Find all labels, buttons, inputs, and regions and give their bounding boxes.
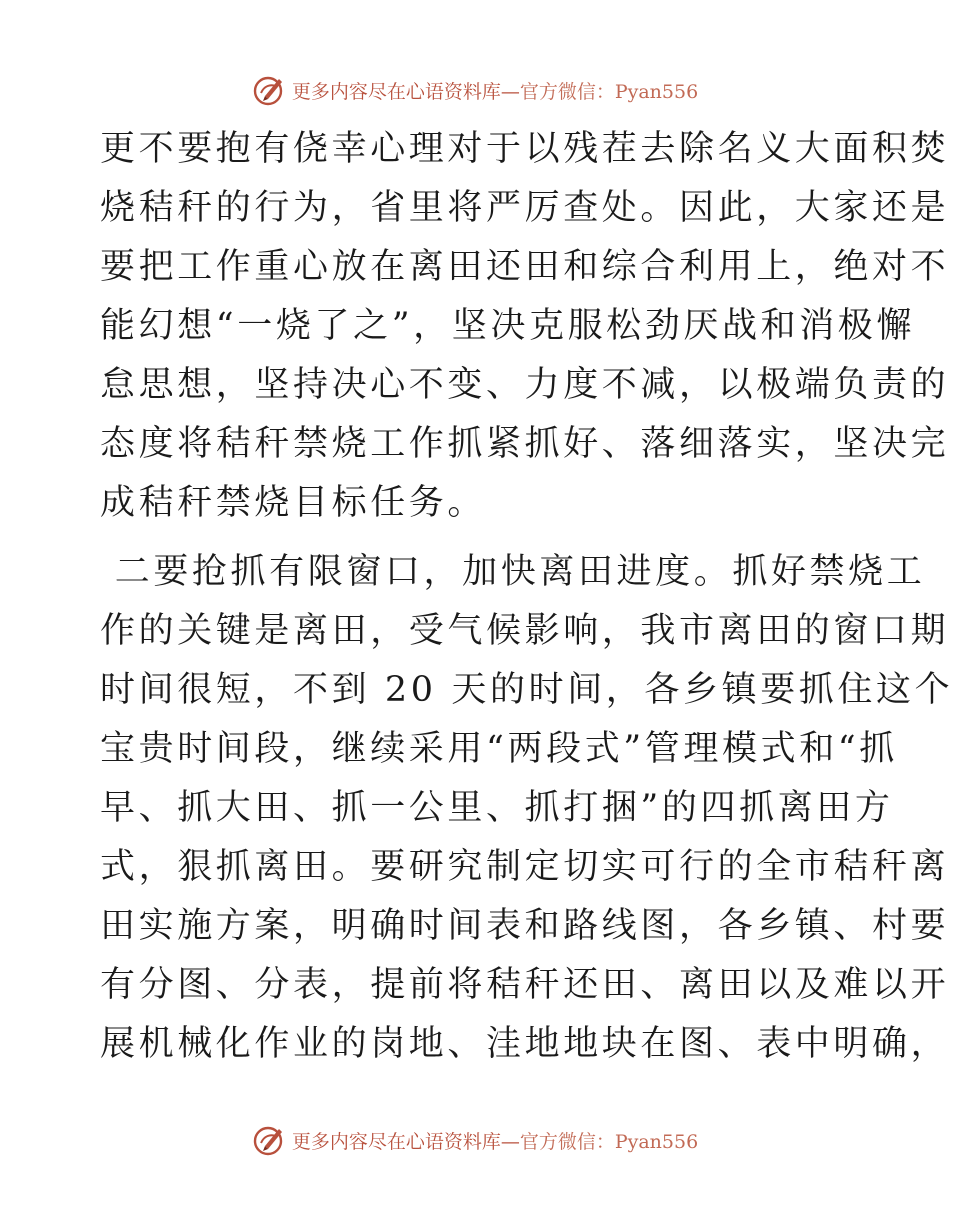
header-banner — [0, 70, 950, 110]
footer-contact-text: 官方微信：Pyan556 — [519, 1130, 699, 1153]
text-line: 烧秸秆的行为，省里将严厉查处。因此，大家还是 — [100, 188, 950, 228]
text-line: 要把工作重心放在离田还田和综合利用上，绝对不 — [100, 247, 950, 287]
text-line: 更不要抱有侥幸心理对于以残茬去除名义大面积焚 — [100, 129, 950, 169]
header-contact-text: 官方微信：Pyan556 — [519, 80, 699, 103]
header-brand-text: 更多内容尽在心语资料库 — [291, 80, 501, 103]
text-line: 式，狠抓离田。要研究制定切实可行的全市秸秆离 — [100, 847, 950, 887]
footer-text — [292, 1127, 698, 1154]
text-line: 有分图、分表，提前将秸秆还田、离田以及难以开 — [100, 965, 950, 1005]
header-text — [292, 77, 698, 104]
text-line: 田实施方案，明确时间表和路线图，各乡镇、村要 — [100, 906, 950, 946]
text-line: 作的关键是离田，受气候影响，我市离田的窗口期 — [100, 611, 950, 651]
text-line: 态度将秸秆禁烧工作抓紧抓好、落细落实，坚决完 — [100, 424, 950, 464]
document-body — [100, 120, 953, 1074]
text-line: 成秸秆禁烧目标任务。 — [100, 483, 487, 523]
footer-separator: — — [500, 1130, 520, 1153]
text-line: 早、抓大田、抓一公里、抓打捆”的四抓离田方 — [100, 788, 894, 828]
paragraph-2 — [100, 543, 953, 1074]
text-line: 宝贵时间段，继续采用“两段式”管理模式和“抓 — [100, 729, 898, 769]
text-line: 能幻想“一烧了之”，坚决克服松劲厌战和消极懈 — [100, 306, 915, 346]
text-line: 时间很短，不到 20 天的时间，各乡镇要抓住这个 — [100, 670, 953, 710]
text-line: 怠思想，坚持决心不变、力度不减，以极端负责的 — [100, 365, 950, 405]
pen-logo-icon — [252, 1123, 286, 1157]
text-line: 二要抢抓有限窗口，加快离田进度。抓好禁烧工 — [100, 552, 926, 592]
header-separator: — — [500, 80, 520, 103]
paragraph-1 — [100, 120, 950, 533]
pen-logo-icon — [252, 73, 286, 107]
text-line: 展机械化作业的岗地、洼地地块在图、表中明确， — [100, 1024, 950, 1064]
footer-banner — [0, 1120, 950, 1160]
footer-brand-text: 更多内容尽在心语资料库 — [291, 1130, 501, 1153]
